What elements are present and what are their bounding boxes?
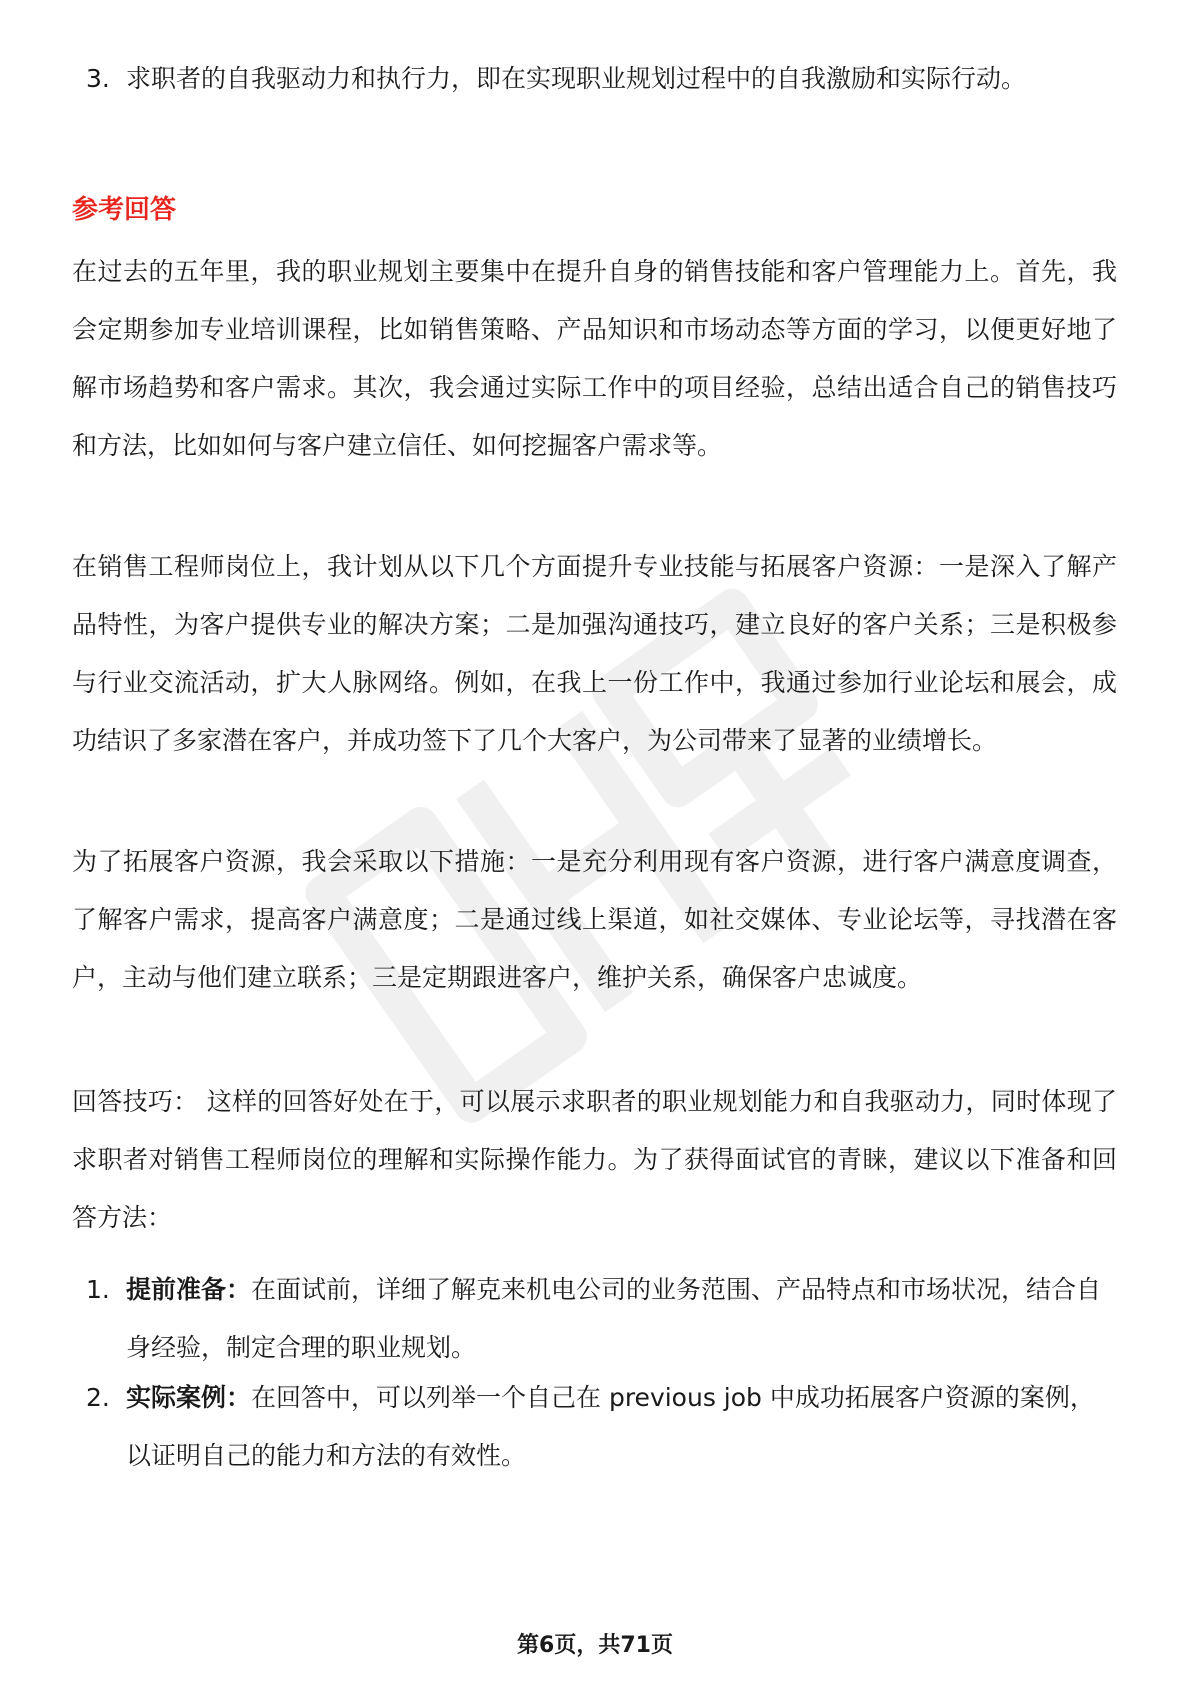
- tips-paragraph: 回答技巧： 这样的回答好处在于，可以展示求职者的职业规划能力和自我驱动力，同时体现了求职者对销售工程师岗位的理解和实际操作能力。为了获得面试官的青睐，建议以下准备和回答方法：: [72, 1087, 1117, 1232]
- tip-label: 提前准备：: [126, 1275, 252, 1304]
- list-text: 求职者的自我驱动力和执行力，即在实现职业规划过程中的自我激励和实际行动。: [126, 64, 1027, 93]
- tip-item-1: [86, 1261, 1116, 1377]
- answer-paragraph-1: 在过去的五年里，我的职业规划主要集中在提升自身的销售技能和客户管理能力上。首先，我会定期参加专业培训课程，比如销售策略、产品知识和市场动态等方面的学习，以便更好地了解市场趋势和客户需求。其次，我会通过实际工作中的项目经验，总结出适合自己的销售技巧和方法，比如如何与客户建立信任、如何挖掘客户需求等。: [72, 257, 1117, 460]
- page-number-footer: 第6页，共71页: [517, 1633, 673, 1658]
- list-number: 3.: [86, 64, 110, 93]
- answer-paragraph-2: 在销售工程师岗位上，我计划从以下几个方面提升专业技能与拓展客户资源：一是深入了解产品特性，为客户提供专业的解决方案；二是加强沟通技巧，建立良好的客户关系；三是积极参与行业交流活动，扩大人脉网络。例如，在我上一份工作中，我通过参加行业论坛和展会，成功结识了多家潜在客户，并成功签下了几个大客户，为公司带来了显著的业绩增长。: [72, 552, 1117, 755]
- section-title: 参考回答: [72, 195, 177, 225]
- tip-label: 实际案例：: [126, 1383, 252, 1412]
- answer-paragraph-3: 为了拓展客户资源，我会采取以下措施：一是充分利用现有客户资源，进行客户满意度调查，了解客户需求，提高客户满意度；二是通过线上渠道，如社交媒体、专业论坛等，寻找潜在客户，主动与他们建立联系；三是定期跟进客户，维护关系，确保客户忠诚度。: [72, 847, 1117, 992]
- list-number: 1.: [86, 1275, 110, 1304]
- list-number: 2.: [86, 1383, 110, 1412]
- criteria-item-3: [86, 50, 1116, 108]
- tip-text: 在面试前，详细了解克来机电公司的业务范围、产品特点和市场状况，结合自身经验，制定合理的职业规划。: [126, 1275, 1102, 1362]
- tip-text: 在回答中，可以列举一个自己在 previous job 中成功拓展客户资源的案例，以证明自己的能力和方法的有效性。: [126, 1383, 1095, 1470]
- tip-item-2: [86, 1369, 1116, 1485]
